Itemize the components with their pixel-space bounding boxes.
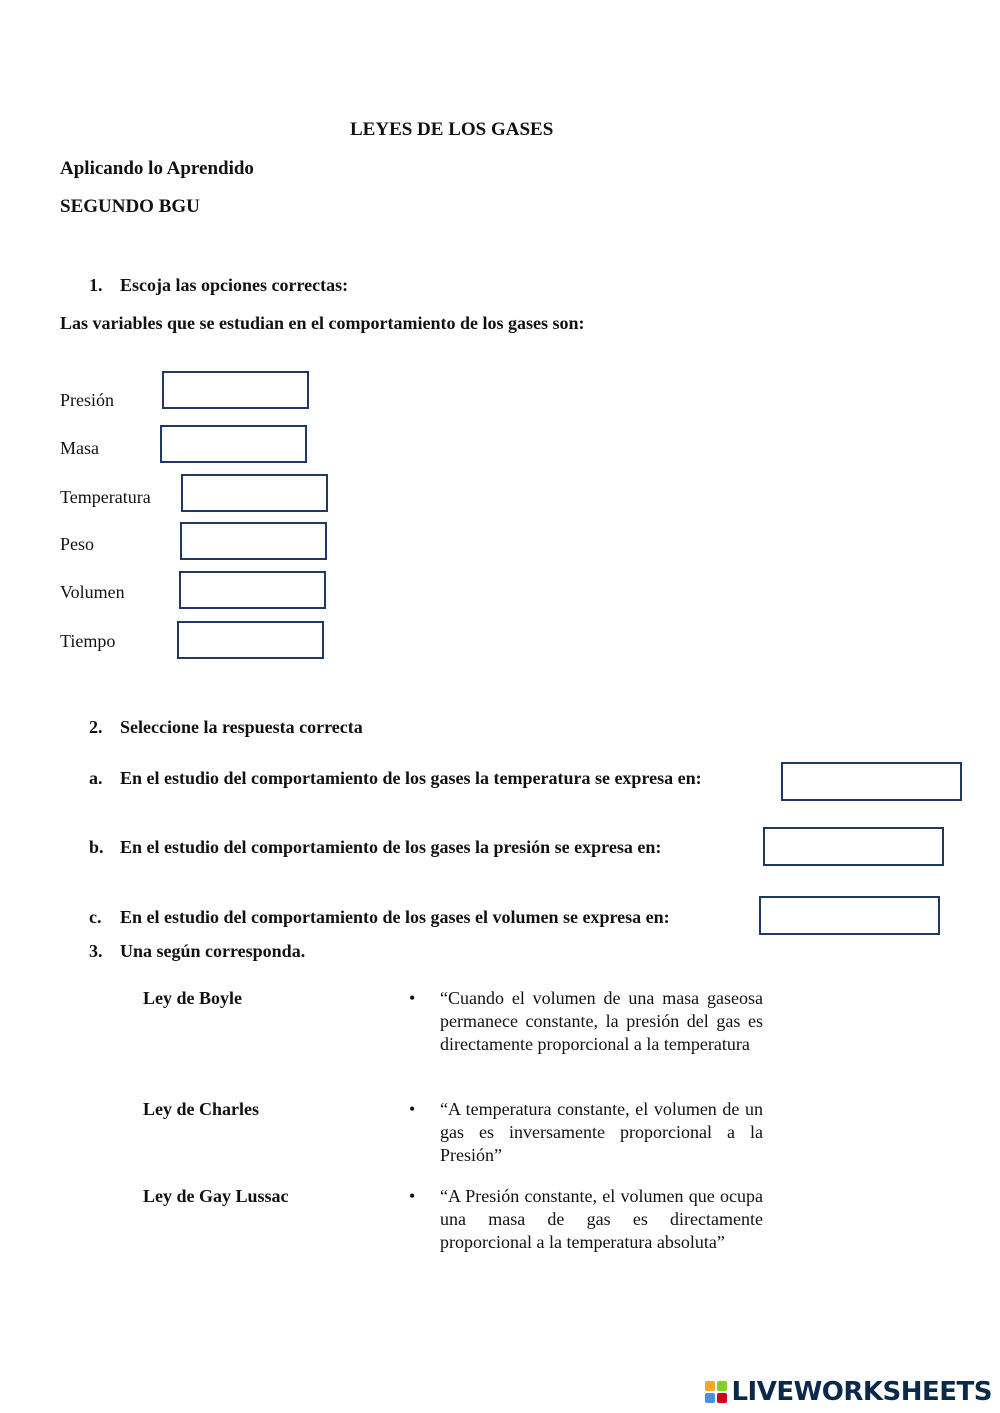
option-label-tiempo: Tiempo <box>60 631 116 651</box>
bullet-icon: • <box>409 1099 416 1119</box>
q2b-letter: b. <box>89 837 104 857</box>
answer-box-peso[interactable] <box>180 522 327 560</box>
law-boyle[interactable]: Ley de Boyle <box>143 988 242 1008</box>
q2b-text: En el estudio del comportamiento de los gases la presión se expresa en: <box>120 837 662 857</box>
q1-instruction: Escoja las opciones correctas: <box>120 275 349 295</box>
logo-square <box>705 1381 715 1391</box>
statement-2[interactable]: “A temperatura constante, el volumen de un gas es inversamente proporcional a la Presión” <box>440 1099 763 1165</box>
q2c-text: En el estudio del comportamiento de los gases el volumen se expresa en: <box>120 907 670 927</box>
law-gay-lussac[interactable]: Ley de Gay Lussac <box>143 1186 289 1206</box>
page-subtitle: Aplicando lo Aprendido <box>60 158 254 179</box>
logo-square <box>717 1393 727 1403</box>
bullet-icon: • <box>409 988 416 1008</box>
answer-box-volume-unit[interactable] <box>759 896 940 935</box>
q3-instruction: Una según corresponda. <box>120 941 306 961</box>
bullet-icon: • <box>409 1186 416 1206</box>
option-label-presion: Presión <box>60 390 114 410</box>
statement-3[interactable]: “A Presión constante, el volumen que ocupa una masa de gas es directamente proporcional a la temperatura absoluta” <box>440 1186 763 1252</box>
option-label-peso: Peso <box>60 534 95 554</box>
answer-box-presion[interactable] <box>162 371 309 409</box>
q2-number: 2. <box>89 717 103 737</box>
q3-number: 3. <box>89 941 103 961</box>
answer-box-volumen[interactable] <box>179 571 326 609</box>
law-charles[interactable]: Ley de Charles <box>143 1099 259 1119</box>
answer-box-masa[interactable] <box>160 425 307 463</box>
answer-box-tiempo[interactable] <box>177 621 324 659</box>
answer-box-temperature-unit[interactable] <box>781 762 962 801</box>
logo-text: LIVEWORKSHEETS <box>731 1377 992 1407</box>
option-label-masa: Masa <box>60 438 99 458</box>
logo-square <box>705 1393 715 1403</box>
q2a-text: En el estudio del comportamiento de los gases la temperatura se expresa en: <box>120 768 702 788</box>
q2-instruction: Seleccione la respuesta correcta <box>120 717 363 737</box>
q2c-letter: c. <box>89 907 102 927</box>
answer-box-pressure-unit[interactable] <box>763 827 944 866</box>
grade-label: SEGUNDO BGU <box>60 196 200 217</box>
answer-box-temperatura[interactable] <box>181 474 328 512</box>
q1-prompt: Las variables que se estudian en el comportamiento de los gases son: <box>60 313 585 333</box>
logo-square <box>717 1381 727 1391</box>
logo-grid-icon <box>705 1381 727 1403</box>
option-label-temperatura: Temperatura <box>60 487 151 507</box>
statement-1[interactable]: “Cuando el volumen de una masa gaseosa permanece constante, la presión del gas es directamente proporcional a la temperatura <box>440 988 763 1054</box>
page-title: LEYES DE LOS GASES <box>350 119 554 140</box>
liveworksheets-logo <box>705 1377 992 1407</box>
option-label-volumen: Volumen <box>60 582 125 602</box>
q2a-letter: a. <box>89 768 103 788</box>
q1-number: 1. <box>89 275 103 295</box>
